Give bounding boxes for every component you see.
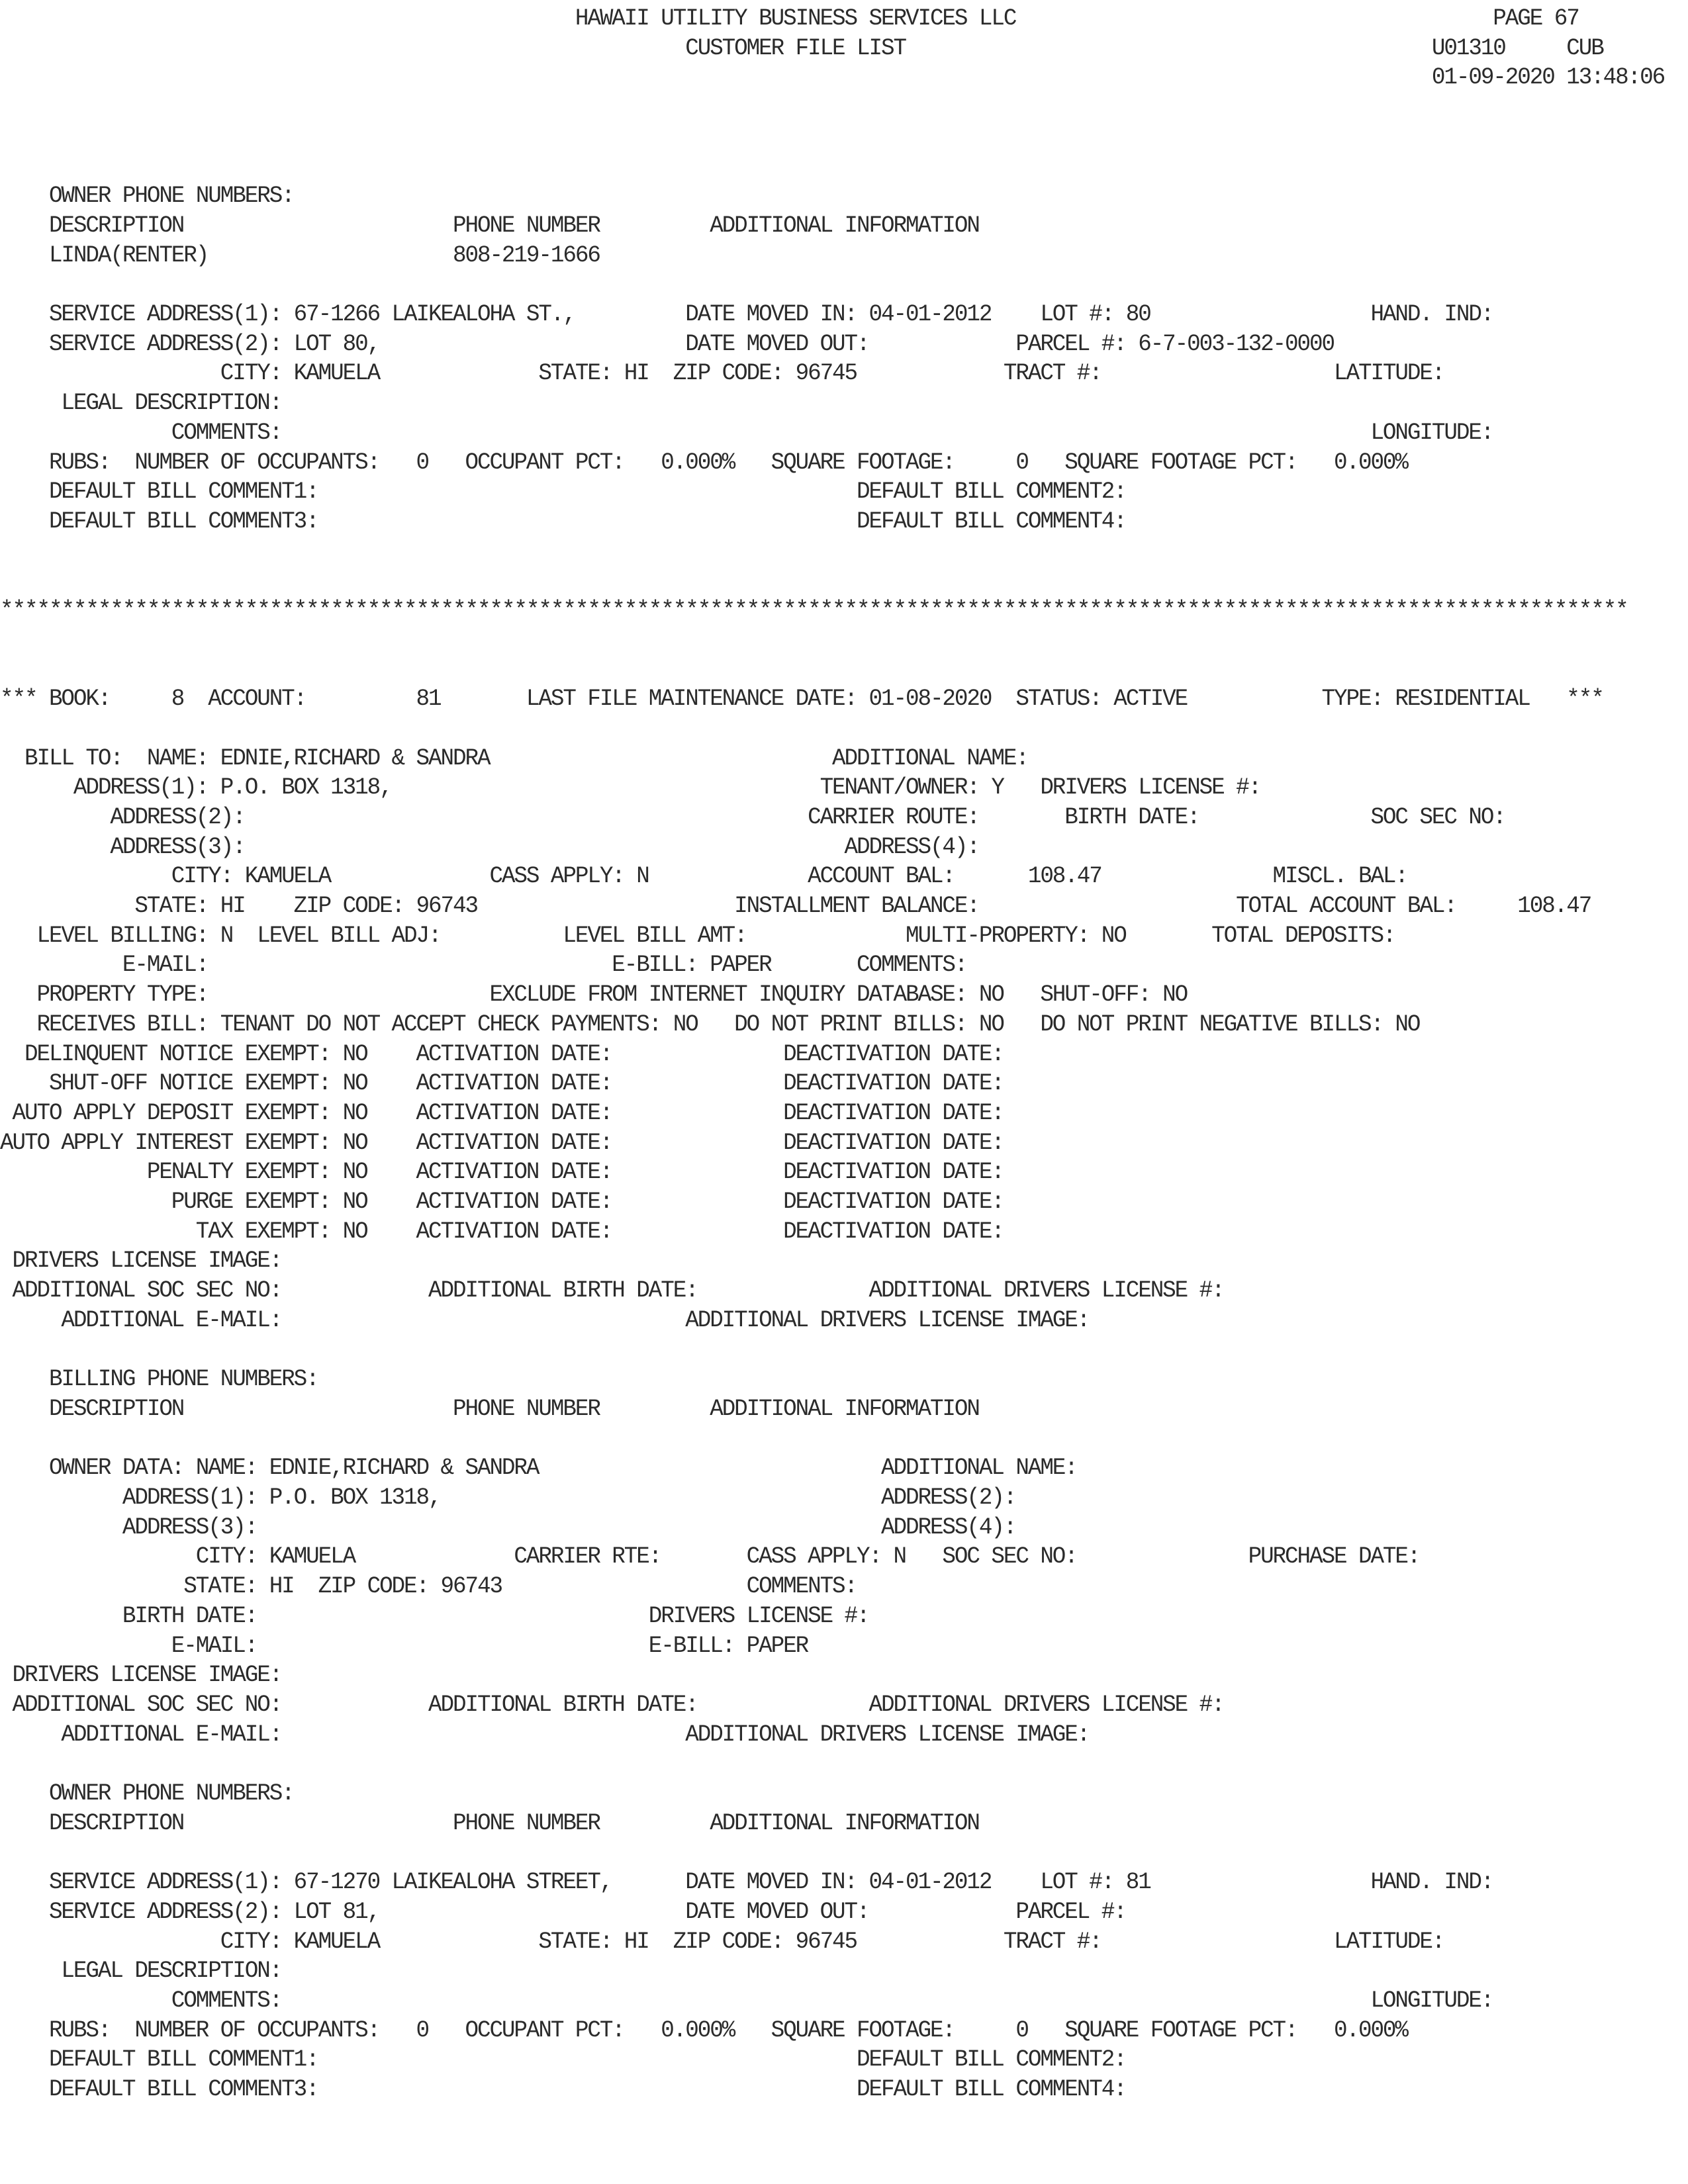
report-line: DEFAULT BILL COMMENT3: DEFAULT BILL COMMENT4: (0, 2076, 1126, 2103)
report-line: DELINQUENT NOTICE EXEMPT: NO ACTIVATION DATE: DEACTIVATION DATE: (0, 1040, 1004, 1068)
report-line: BILL TO: NAME: EDNIE,RICHARD & SANDRA ADDITIONAL NAME: (0, 745, 1028, 772)
report-line: OWNER PHONE NUMBERS: (0, 1780, 294, 1807)
report-line: SERVICE ADDRESS(1): 67-1266 LAIKEALOHA ST., DATE MOVED IN: 04-01-2012 LOT #: 80 HAND. IND: (0, 301, 1493, 328)
report-line: TAX EXEMPT: NO ACTIVATION DATE: DEACTIVATION DATE: (0, 1218, 1004, 1245)
report-line: SHUT-OFF NOTICE EXEMPT: NO ACTIVATION DATE: DEACTIVATION DATE: (0, 1070, 1004, 1097)
report-line: AUTO APPLY DEPOSIT EXEMPT: NO ACTIVATION DATE: DEACTIVATION DATE: (0, 1099, 1004, 1126)
report-line: LEGAL DESCRIPTION: (0, 390, 282, 417)
report-line: OWNER DATA: NAME: EDNIE,RICHARD & SANDRA ADDITIONAL NAME: (0, 1455, 1077, 1482)
report-line: DRIVERS LICENSE IMAGE: (0, 1662, 282, 1689)
report-line: CITY: KAMUELA CARRIER RTE: CASS APPLY: N SOC SEC NO: PURCHASE DATE: (0, 1543, 1420, 1570)
report-line: STATE: HI ZIP CODE: 96743 INSTALLMENT BALANCE: TOTAL ACCOUNT BAL: 108.47 (0, 893, 1591, 919)
report-line: AUTO APPLY INTEREST EXEMPT: NO ACTIVATION DATE: DEACTIVATION DATE: (0, 1129, 1004, 1156)
report-line: SERVICE ADDRESS(2): LOT 80, DATE MOVED OUT: PARCEL #: 6-7-003-132-0000 (0, 330, 1335, 357)
report-line: DEFAULT BILL COMMENT1: DEFAULT BILL COMMENT2: (0, 478, 1126, 506)
report-line: COMMENTS: LONGITUDE: (0, 1987, 1493, 2014)
report-line: CITY: KAMUELA STATE: HI ZIP CODE: 96745 TRACT #: LATITUDE: (0, 1928, 1444, 1955)
report-line: ADDRESS(1): P.O. BOX 1318, ADDRESS(2): (0, 1484, 1016, 1511)
report-line: RUBS: NUMBER OF OCCUPANTS: 0 OCCUPANT PCT: 0.000% SQUARE FOOTAGE: 0 SQUARE FOOTAGE PCT: 0.000% (0, 449, 1407, 476)
report-line: PROPERTY TYPE: EXCLUDE FROM INTERNET INQUIRY DATABASE: NO SHUT-OFF: NO (0, 981, 1188, 1009)
report-line: *** BOOK: 8 ACCOUNT: 81 LAST FILE MAINTENANCE DATE: 01-08-2020 STATUS: ACTIVE TYPE: RESIDENTIAL *** (0, 686, 1603, 713)
report-line: BIRTH DATE: DRIVERS LICENSE #: (0, 1602, 869, 1629)
report-line: CITY: KAMUELA STATE: HI ZIP CODE: 96745 TRACT #: LATITUDE: (0, 360, 1444, 387)
report-line: CITY: KAMUELA CASS APPLY: N ACCOUNT BAL: 108.47 MISCL. BAL: (0, 863, 1407, 890)
report-line: SERVICE ADDRESS(1): 67-1270 LAIKEALOHA STREET, DATE MOVED IN: 04-01-2012 LOT #: 81 HAND. IND: (0, 1869, 1493, 1896)
report-line: DEFAULT BILL COMMENT3: DEFAULT BILL COMMENT4: (0, 508, 1126, 535)
report-line: HAWAII UTILITY BUSINESS SERVICES LLC PAGE 67 (0, 5, 1579, 32)
report-line: DESCRIPTION PHONE NUMBER ADDITIONAL INFORMATION (0, 1809, 979, 1837)
report-line: SERVICE ADDRESS(2): LOT 81, DATE MOVED OUT: PARCEL #: (0, 1898, 1126, 1925)
report-line: STATE: HI ZIP CODE: 96743 COMMENTS: (0, 1573, 857, 1600)
report-line: PENALTY EXEMPT: NO ACTIVATION DATE: DEACTIVATION DATE: (0, 1159, 1004, 1186)
report-line: CUSTOMER FILE LIST U01310 CUB (0, 34, 1603, 62)
report-line: ADDITIONAL SOC SEC NO: ADDITIONAL BIRTH DATE: ADDITIONAL DRIVERS LICENSE #: (0, 1691, 1224, 1718)
report-line: LEGAL DESCRIPTION: (0, 1958, 282, 1985)
report-line: DRIVERS LICENSE IMAGE: (0, 1248, 282, 1275)
report-line: RUBS: NUMBER OF OCCUPANTS: 0 OCCUPANT PCT: 0.000% SQUARE FOOTAGE: 0 SQUARE FOOTAGE PCT: 0.000% (0, 2017, 1407, 2044)
report-line: ADDITIONAL E-MAIL: ADDITIONAL DRIVERS LICENSE IMAGE: (0, 1721, 1090, 1748)
report-line: LINDA(RENTER) 808-219-1666 (0, 242, 600, 269)
report-line: ADDITIONAL SOC SEC NO: ADDITIONAL BIRTH DATE: ADDITIONAL DRIVERS LICENSE #: (0, 1277, 1224, 1304)
report-line: ************************************************************************************************************************************* (0, 597, 1628, 623)
report-line: ADDRESS(3): ADDRESS(4): (0, 1514, 1016, 1541)
report-line: COMMENTS: LONGITUDE: (0, 419, 1493, 446)
report-line: OWNER PHONE NUMBERS: (0, 183, 294, 210)
report-line: 01-09-2020 13:48:06 (0, 64, 1665, 91)
report-line: ADDITIONAL E-MAIL: ADDITIONAL DRIVERS LICENSE IMAGE: (0, 1306, 1090, 1334)
report-line: ADDRESS(1): P.O. BOX 1318, TENANT/OWNER: Y DRIVERS LICENSE #: (0, 774, 1261, 801)
report-line: PURGE EXEMPT: NO ACTIVATION DATE: DEACTIVATION DATE: (0, 1189, 1004, 1215)
report-line: DEFAULT BILL COMMENT1: DEFAULT BILL COMMENT2: (0, 2046, 1126, 2073)
report-line: DESCRIPTION PHONE NUMBER ADDITIONAL INFORMATION (0, 1395, 979, 1422)
report-line: ADDRESS(2): CARRIER ROUTE: BIRTH DATE: SOC SEC NO: (0, 803, 1505, 831)
report-line: DESCRIPTION PHONE NUMBER ADDITIONAL INFORMATION (0, 212, 979, 239)
report-line: E-MAIL: E-BILL: PAPER COMMENTS: (0, 952, 967, 979)
report-line: ADDRESS(3): ADDRESS(4): (0, 833, 979, 860)
report-line: E-MAIL: E-BILL: PAPER (0, 1632, 808, 1659)
report-line: LEVEL BILLING: N LEVEL BILL ADJ: LEVEL BILL AMT: MULTI-PROPERTY: NO TOTAL DEPOSITS: (0, 922, 1395, 949)
report-line: BILLING PHONE NUMBERS: (0, 1366, 318, 1393)
report-line: RECEIVES BILL: TENANT DO NOT ACCEPT CHECK PAYMENTS: NO DO NOT PRINT BILLS: NO DO NOT PRINT NEGATIVE BILLS: NO (0, 1011, 1420, 1038)
